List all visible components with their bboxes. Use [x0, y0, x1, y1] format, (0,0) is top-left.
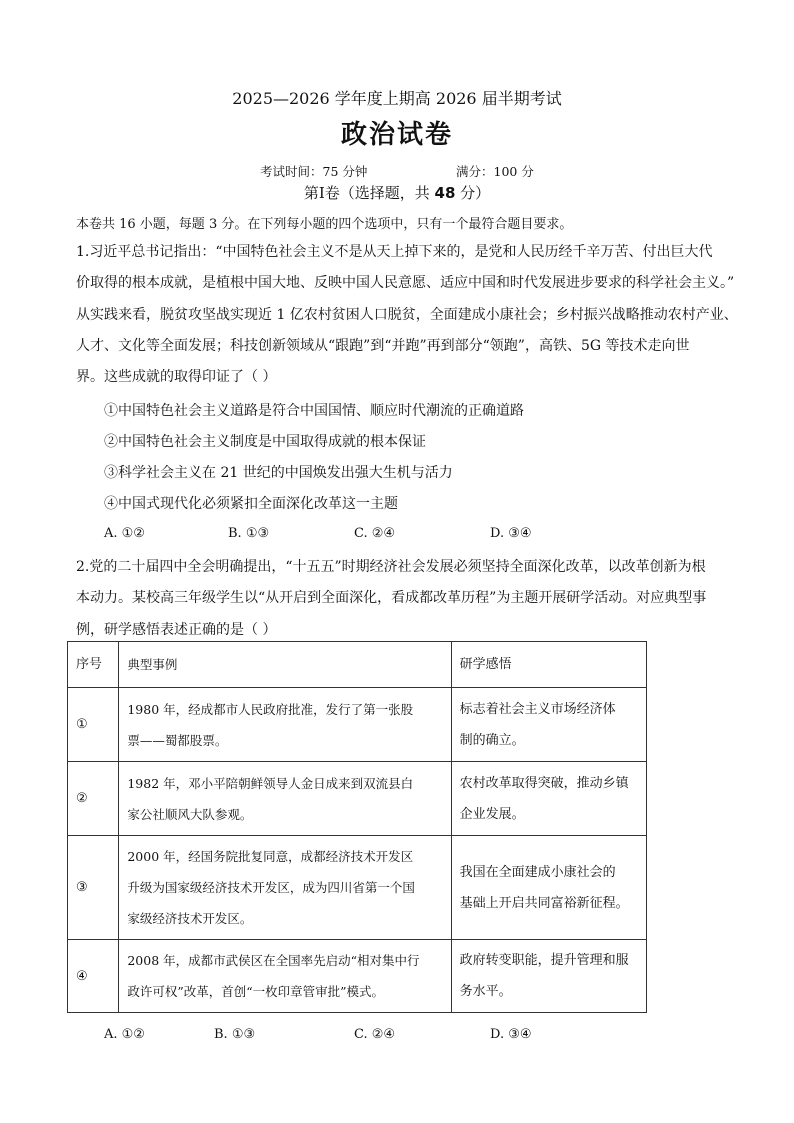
q2-option-a: A. ①②	[104, 1027, 145, 1042]
exam-title: 2025—2026 学年度上期高 2026 届半期考试	[232, 89, 562, 108]
q2-stem-line: 例，研学感悟表述正确的是（ ）	[76, 622, 277, 638]
event-line: 票——蜀都股票。	[127, 732, 228, 748]
row-event	[119, 940, 451, 1013]
section-prefix: 第Ⅰ卷（选择题，共	[303, 184, 435, 202]
row-event	[119, 688, 451, 762]
q2-stem-line: 2.党的二十届四中全会明确提出，“十五五”时期经济社会发展必须坚持全面深化改革，以改革创新为根	[76, 559, 706, 575]
event-line: 政许可权”改革，首创“一枚印章管审批”模式。	[127, 984, 385, 999]
row-number: ④	[68, 940, 119, 1013]
q2-option-d: D. ③④	[490, 1027, 532, 1042]
event-line: 1980 年，经成都市人民政府批准，发行了第一张股	[127, 701, 414, 717]
q1-option-b: B. ①③	[228, 526, 270, 541]
row-insight	[451, 688, 646, 762]
header-number: 序号	[68, 642, 119, 688]
row-insight	[451, 836, 646, 940]
row-insight	[451, 762, 646, 836]
exam-duration: 考试时间：75 分钟	[260, 164, 368, 179]
insight-line: 我国在全面建成小康社会的	[459, 864, 616, 880]
event-line: 1982 年，邓小平陪朝鲜领导人金日成来到双流县白	[127, 775, 414, 791]
table-row	[68, 688, 647, 762]
q1-stem-line: 1.习近平总书记指出：“中国特色社会主义不是从天上掉下来的，是党和人民历经千辛万苦、付出巨大代	[76, 244, 713, 260]
insight-line: 基础上开启共同富裕新征程。	[459, 895, 629, 911]
table-row	[68, 940, 647, 1013]
row-event	[119, 836, 451, 940]
q1-option-d: D. ③④	[490, 526, 532, 541]
section-suffix: 分）	[455, 184, 491, 202]
event-line: 2008 年，成都市武侯区在全国率先启动“相对集中行	[127, 953, 420, 968]
full-score: 满分：100 分	[456, 164, 534, 179]
q2-option-b: B. ①③	[214, 1027, 256, 1042]
row-number: ①	[68, 688, 119, 762]
q2-stem-line: 本动力。某校高三年级学生以“从开启到全面深化，看成都改革历程”为主题开展研学活动。对应典型事	[76, 590, 707, 606]
instructions: 本卷共 16 小题，每题 3 分。在下列每小题的四个选项中，只有一个最符合题目要求。	[76, 217, 573, 232]
q1-statement: ①中国特色社会主义道路是符合中国国情、顺应时代潮流的正确道路	[104, 403, 524, 419]
table-header-row	[68, 642, 647, 688]
header-event: 典型事例	[119, 642, 451, 688]
insight-line: 企业发展。	[459, 806, 525, 822]
section-score: 48	[434, 184, 456, 202]
q1-option-a: A. ①②	[104, 526, 145, 541]
q1-stem-line: 从实践来看，脱贫攻坚战实现近 1 亿农村贫困人口脱贫，全面建成小康社会；乡村振兴战略推动农村产业、	[76, 307, 738, 323]
row-number: ③	[68, 836, 119, 940]
insight-line: 务水平。	[459, 984, 512, 999]
q1-statement: ②中国特色社会主义制度是中国取得成就的根本保证	[104, 434, 426, 450]
q1-stem-line: 人才、文化等全面发展；科技创新领域从“跟跑”到“并跑”再到部分“领跑”，高铁、5G 等技术走向世	[76, 338, 690, 354]
subject-title: 政治试卷	[340, 120, 453, 150]
event-line: 家级经济技术开发区。	[127, 911, 253, 926]
row-number: ②	[68, 762, 119, 836]
insight-line: 政府转变职能，提升管理和服	[459, 953, 629, 968]
q2-table	[67, 641, 647, 1013]
table-row	[68, 762, 647, 836]
q1-stem-line: 价取得的根本成就，是植根中国大地、反映中国人民意愿、适应中国和时代发展进步要求的科学社会主义。”	[76, 275, 735, 291]
insight-line: 农村改革取得突破，推动乡镇	[459, 775, 629, 791]
event-line: 升级为国家级经济技术开发区，成为四川省第一个国	[127, 880, 415, 895]
event-line: 2000 年，经国务院批复同意，成都经济技术开发区	[127, 849, 414, 864]
row-event	[119, 762, 451, 836]
row-insight	[451, 940, 646, 1013]
q1-statement: ③科学社会主义在 21 世纪的中国焕发出强大生机与活力	[104, 465, 453, 481]
header-insight: 研学感悟	[451, 642, 646, 688]
section-heading	[0, 182, 794, 203]
q1-statement: ④中国式现代化必须紧扣全面深化改革这一主题	[104, 496, 398, 512]
q2-option-c: C. ②④	[354, 1027, 396, 1042]
event-line: 家公社顺风大队参观。	[127, 806, 253, 822]
table-row	[68, 836, 647, 940]
insight-line: 标志着社会主义市场经济体	[459, 701, 616, 717]
q1-option-c: C. ②④	[354, 526, 396, 541]
insight-line: 制的确立。	[459, 732, 525, 748]
q1-stem-line: 界。这些成就的取得印证了（ ）	[76, 369, 277, 385]
